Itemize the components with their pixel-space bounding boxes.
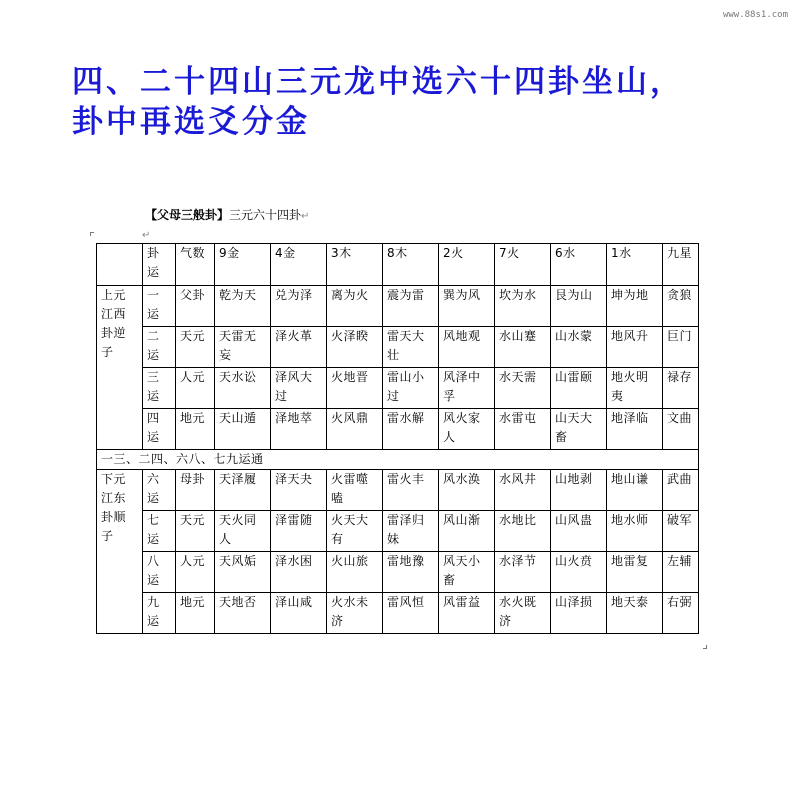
table-cell (495, 552, 551, 593)
table-cell (439, 409, 495, 450)
table-cell-text: 母卦 (180, 472, 206, 486)
column-header (551, 244, 607, 286)
table-cell (607, 593, 663, 634)
table-cell-text: 火风鼎 (331, 411, 369, 425)
table-cell-text: 巽为风 (443, 288, 481, 302)
table-cell (551, 409, 607, 450)
table-cell (327, 368, 383, 409)
table-cell-text: 地元 (180, 411, 206, 425)
table-cell-text: 九运 (147, 595, 160, 628)
table-cell-text: 水雷屯 (499, 411, 537, 425)
table-cell (439, 368, 495, 409)
table-cell (495, 470, 551, 511)
table-cell-text: 水火既济 (499, 595, 537, 628)
table-cell-text: 风水涣 (443, 472, 481, 486)
column-header (143, 244, 176, 286)
table-cell-text: 雷泽归妹 (387, 513, 425, 546)
table-cell-text: 山泽损 (555, 595, 593, 609)
table-cell-text: 坤为地 (611, 288, 649, 302)
column-header-text: 卦运 (147, 246, 160, 279)
table-cell (495, 511, 551, 552)
table-cell (551, 593, 607, 634)
table-row (97, 552, 699, 593)
table-cell (327, 327, 383, 368)
table-row (97, 327, 699, 368)
table-cell (176, 552, 215, 593)
paragraph-mark-icon: ↵ (142, 230, 151, 241)
table-cell-text: 贪狼 (667, 288, 693, 302)
table-cell-text: 天风姤 (219, 554, 257, 568)
table-cell (439, 286, 495, 327)
column-header-text: 7火 (499, 246, 520, 260)
column-header (663, 244, 699, 286)
table-cell-text: 火天大有 (331, 513, 369, 546)
column-header (215, 244, 271, 286)
column-header-text: 6水 (555, 246, 576, 260)
table-cell-text: 地天泰 (611, 595, 649, 609)
table-cell-text: 天元 (180, 513, 206, 527)
table-cell (271, 409, 327, 450)
table-cell-text: 离为火 (331, 288, 369, 302)
table-cell (327, 470, 383, 511)
table-cell-text: 风火家人 (443, 411, 481, 444)
table-cell-text: 风雷益 (443, 595, 481, 609)
table-cell-text: 水山蹇 (499, 329, 537, 343)
table-cell (439, 511, 495, 552)
table-cell-text: 雷水解 (387, 411, 425, 425)
page-title-line-2: 卦中再选爻分金 (72, 104, 310, 140)
table-cell (143, 286, 176, 327)
table-cell (607, 409, 663, 450)
table-cell (607, 470, 663, 511)
column-header-text: 气数 (180, 246, 206, 260)
table-cell-text: 巨门 (667, 329, 693, 343)
caption-bracket: 【父母三般卦】 (145, 208, 230, 222)
table-cell (176, 327, 215, 368)
table-cell (383, 511, 439, 552)
table-cell (607, 511, 663, 552)
column-header-text: 1水 (611, 246, 632, 260)
table-cell (215, 286, 271, 327)
page-title-line-1: 四、二十四山三元龙中选六十四卦坐山， (72, 64, 684, 100)
table-cell (551, 470, 607, 511)
table-body (97, 244, 699, 634)
table-cell-text: 文曲 (667, 411, 693, 425)
column-header (439, 244, 495, 286)
column-header-text: 8木 (387, 246, 408, 260)
table-cell (663, 511, 699, 552)
table-cell (383, 593, 439, 634)
table-cell-text: 兑为泽 (275, 288, 313, 302)
table-cell (439, 593, 495, 634)
table-cell-text: 地风升 (611, 329, 649, 343)
table-cell-text: 二运 (147, 329, 160, 362)
table-cell-text: 火地晋 (331, 370, 369, 384)
paragraph-mark-icon: ↵ (301, 211, 310, 222)
column-header-text: 2火 (443, 246, 464, 260)
table-cell-text: 水泽节 (499, 554, 537, 568)
table-cell (663, 409, 699, 450)
page-title (72, 62, 762, 142)
table-cell (495, 409, 551, 450)
table-cell-text: 山地剥 (555, 472, 593, 486)
table-cell-text: 左辅 (667, 554, 693, 568)
table-cell-text: 三运 (147, 370, 160, 403)
table-cell (271, 593, 327, 634)
column-header (176, 244, 215, 286)
table-cell-text: 地山谦 (611, 472, 649, 486)
table-cell (383, 286, 439, 327)
table-cell (143, 368, 176, 409)
table-cell (143, 511, 176, 552)
table-cell (663, 593, 699, 634)
table-cell-text: 雷地豫 (387, 554, 425, 568)
table-cell-text: 火山旅 (331, 554, 369, 568)
table-cell-text: 人元 (180, 370, 206, 384)
table-cell (215, 327, 271, 368)
table-cell-text: 风天小畜 (443, 554, 481, 587)
table-cell-text: 七运 (147, 513, 160, 546)
table-cell-text: 禄存 (667, 370, 693, 384)
column-header-text: 3木 (331, 246, 352, 260)
table-cell (551, 368, 607, 409)
table-cell-text: 天山遁 (219, 411, 257, 425)
table-cell (551, 286, 607, 327)
table-cell (663, 368, 699, 409)
table-row (97, 286, 699, 327)
table-cell-text: 艮为山 (555, 288, 593, 302)
table-cell (327, 593, 383, 634)
table-cell-text: 雷山小过 (387, 370, 425, 403)
table-cell-text: 雷火丰 (387, 472, 425, 486)
table-cell (607, 552, 663, 593)
table-cell (663, 552, 699, 593)
column-header (327, 244, 383, 286)
table-cell-text: 天水讼 (219, 370, 257, 384)
table-cell (271, 368, 327, 409)
table-cell (663, 286, 699, 327)
table-cell (439, 470, 495, 511)
table-cell (176, 511, 215, 552)
table-cell-text: 六运 (147, 472, 160, 505)
table-cell-text: 坎为水 (499, 288, 537, 302)
table-cell (271, 470, 327, 511)
table-cell (176, 593, 215, 634)
table-cell-text: 天火同人 (219, 513, 257, 546)
table-cell (607, 368, 663, 409)
table-cell-text: 四运 (147, 411, 160, 444)
column-header (607, 244, 663, 286)
table-cell (607, 286, 663, 327)
group-label (97, 286, 143, 450)
table-cell-text: 乾为天 (219, 288, 257, 302)
crop-mark-icon (90, 232, 94, 236)
column-header-text: 4金 (275, 246, 296, 260)
table-cell (271, 511, 327, 552)
table-row (97, 470, 699, 511)
table-cell (176, 368, 215, 409)
table-cell (176, 286, 215, 327)
table-cell-text: 山天大畜 (555, 411, 593, 444)
column-header (271, 244, 327, 286)
table-cell-text: 泽风大过 (275, 370, 313, 403)
table-cell (215, 511, 271, 552)
separator-cell-text: 一三、二四、六八、七九运通 (101, 452, 264, 466)
table-cell (327, 286, 383, 327)
table-cell-text: 右弼 (667, 595, 693, 609)
table-cell (551, 511, 607, 552)
table-cell (143, 552, 176, 593)
table-cell-text: 泽雷随 (275, 513, 313, 527)
table-cell-text: 风泽中孚 (443, 370, 481, 403)
table-cell (383, 409, 439, 450)
separator-cell (97, 450, 699, 470)
table-cell-text: 水地比 (499, 513, 537, 527)
table-cell (663, 327, 699, 368)
table-cell (495, 593, 551, 634)
table-caption (145, 206, 309, 223)
table-cell (176, 470, 215, 511)
table-cell (215, 593, 271, 634)
table-cell-text: 山风蛊 (555, 513, 593, 527)
table-cell (383, 552, 439, 593)
table-cell-text: 火水未济 (331, 595, 369, 628)
table-cell (607, 327, 663, 368)
column-header (495, 244, 551, 286)
group-label (97, 470, 143, 634)
crop-mark-icon (703, 645, 707, 649)
table-cell-text: 泽地萃 (275, 411, 313, 425)
table-cell (439, 552, 495, 593)
table-cell-text: 地雷复 (611, 554, 649, 568)
table-cell (143, 593, 176, 634)
table-cell (495, 368, 551, 409)
table-cell-text: 泽山咸 (275, 595, 313, 609)
table-cell-text: 天泽履 (219, 472, 257, 486)
table-cell-text: 八运 (147, 554, 160, 587)
column-header (97, 244, 143, 286)
table-cell-text: 天地否 (219, 595, 257, 609)
table-cell (176, 409, 215, 450)
table-cell-text: 人元 (180, 554, 206, 568)
table-cell-text: 火泽睽 (331, 329, 369, 343)
table-cell-text: 地元 (180, 595, 206, 609)
table-cell-text: 泽火革 (275, 329, 313, 343)
table-cell (383, 327, 439, 368)
separator-row (97, 450, 699, 470)
table-cell (215, 409, 271, 450)
caption-text: 三元六十四卦 (229, 208, 302, 222)
table-cell-text: 父卦 (180, 288, 206, 302)
watermark: www.88s1.com (722, 10, 788, 20)
table-cell (663, 470, 699, 511)
table-cell (143, 470, 176, 511)
table-row (97, 409, 699, 450)
header-row (97, 244, 699, 286)
table-cell (327, 409, 383, 450)
table-cell-text: 雷天大壮 (387, 329, 425, 362)
table-cell-text: 风地观 (443, 329, 481, 343)
hexagram-table (96, 243, 699, 634)
table-cell-text: 泽天夬 (275, 472, 313, 486)
table-cell-text: 天雷无妄 (219, 329, 257, 362)
table-cell-text: 山火贲 (555, 554, 593, 568)
table-cell-text: 武曲 (667, 472, 693, 486)
table-cell-text: 地火明夷 (611, 370, 649, 403)
table-cell-text: 地泽临 (611, 411, 649, 425)
table-cell-text: 泽水困 (275, 554, 313, 568)
table-cell (495, 286, 551, 327)
table-cell (327, 511, 383, 552)
table-cell (215, 470, 271, 511)
table-cell (143, 409, 176, 450)
table-cell (215, 552, 271, 593)
table-cell (383, 368, 439, 409)
table-cell-text: 天元 (180, 329, 206, 343)
group-label-text: 上元江西卦逆子 (101, 288, 127, 359)
table-cell-text: 破军 (667, 513, 693, 527)
table-row (97, 511, 699, 552)
table-cell-text: 一运 (147, 288, 160, 321)
table-cell (327, 552, 383, 593)
column-header-text: 9金 (219, 246, 240, 260)
table-cell (143, 327, 176, 368)
group-label-text: 下元江东卦顺子 (101, 472, 127, 543)
table-row (97, 368, 699, 409)
table-cell (551, 552, 607, 593)
table-cell-text: 火雷噬嗑 (331, 472, 369, 505)
table-cell (215, 368, 271, 409)
table-cell-text: 震为雷 (387, 288, 425, 302)
table-cell-text: 山水蒙 (555, 329, 593, 343)
table-cell (271, 286, 327, 327)
table-cell-text: 山雷颐 (555, 370, 593, 384)
table-cell (495, 327, 551, 368)
table-cell-text: 风山渐 (443, 513, 481, 527)
column-header-text: 九星 (667, 246, 693, 260)
table-row (97, 593, 699, 634)
column-header (383, 244, 439, 286)
table-cell (271, 552, 327, 593)
table-cell-text: 水风井 (499, 472, 537, 486)
table-cell-text: 水天需 (499, 370, 537, 384)
table-cell (439, 327, 495, 368)
table-cell-text: 雷风恒 (387, 595, 425, 609)
table-cell (383, 470, 439, 511)
table-cell-text: 地水师 (611, 513, 649, 527)
table-cell (271, 327, 327, 368)
table-cell (551, 327, 607, 368)
